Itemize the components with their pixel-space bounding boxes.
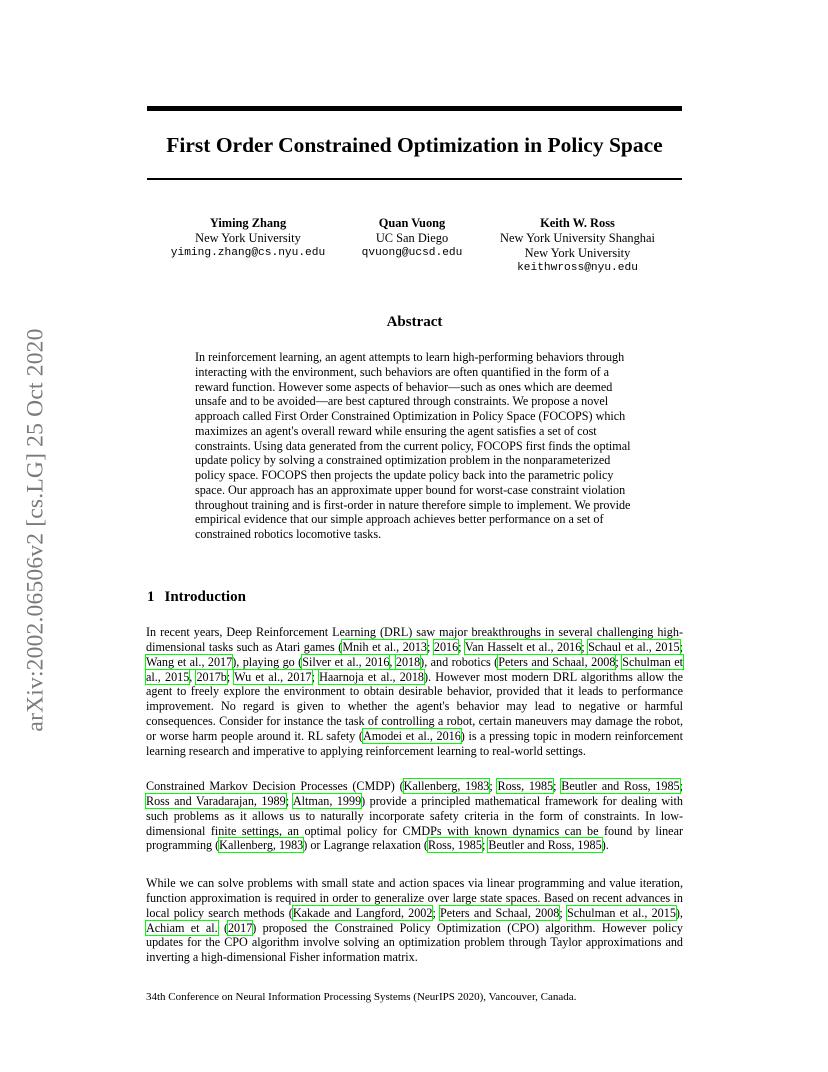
citation-link[interactable]: Beutler and Ross, 1985 (561, 779, 680, 793)
author-name: Quan Vuong (378, 216, 446, 230)
citation-link[interactable]: Schaul et al., 2015 (588, 639, 680, 654)
citation-link[interactable]: 2016 (433, 639, 459, 654)
paragraph-text: ; (679, 779, 683, 793)
citation-link[interactable]: Wang et al., 2017 (146, 654, 233, 669)
citation-link[interactable]: Peters and Schaal, 2008 (498, 654, 616, 669)
citation-link[interactable]: Altman, 1999 (292, 793, 362, 808)
citation-link[interactable]: Beutler and Ross, 1985 (488, 838, 602, 853)
section-heading-introduction (147, 589, 246, 606)
paragraph-text: ; (553, 779, 562, 793)
paragraph-text: While we can solve problems with small state and action spaces via linear programming and value iteration, function approximation is required in order to generalize over large state spaces. Based on recent advances in local policy search methods ( (146, 876, 683, 920)
citation-link[interactable]: Schulman et al., 2015 (566, 905, 676, 920)
abstract-heading: Abstract (386, 314, 443, 330)
citation-link[interactable]: Amodei et al., 2016 (362, 728, 461, 743)
paragraph-text: Constrained Markov Decision Processes (CMDP) ( (146, 779, 404, 793)
author-email: qvuong@ucsd.edu (361, 247, 463, 259)
citation-link[interactable]: Mnih et al., 2013 (342, 639, 427, 654)
paragraph-text: ; (311, 669, 320, 684)
author-block-2 (352, 216, 472, 261)
citation-link[interactable]: Kallenberg, 1983 (403, 779, 490, 793)
citation-link[interactable]: 2017b (196, 669, 227, 684)
intro-paragraph-3 (146, 876, 683, 965)
citation-link[interactable]: Ross, 1985 (427, 838, 482, 853)
paragraph-text: ; (226, 669, 235, 684)
intro-paragraph-1 (146, 625, 683, 759)
arxiv-identifier-stamp: arXiv:2002.06506v2 [cs.LG] 25 Oct 2020 (22, 328, 49, 732)
author-name: Keith W. Ross (540, 216, 615, 230)
citation-link[interactable]: Peters and Schaal, 2008 (439, 905, 560, 920)
citation-link[interactable]: Ross, 1985 (497, 779, 554, 793)
author-block-1 (168, 216, 328, 261)
paragraph-text: ; (481, 838, 489, 853)
intro-paragraph-2 (146, 779, 683, 853)
paragraph-text: ; (679, 639, 683, 654)
paragraph-text: ). (601, 838, 609, 853)
citation-link[interactable]: Achiam et al. (146, 920, 218, 935)
paragraph-text: ( (217, 920, 228, 935)
title-bottom-rule (147, 178, 682, 180)
abstract-text: In reinforcement learning, an agent attempts to learn high-performing behaviors through interacting with the environment, such behaviors are often quantified in the form of a reward function. However some aspects of behavior—such as ones which are deemed unsafe and to be avoided—are best captured through constraints. We propose a novel approach called First Order Constrained Optimization in Policy Space (FOCOPS) which maximizes an agent's overall reward while ensuring the agent satisfies a set of cost constraints. Using data generated from the current policy, FOCOPS first finds the optimal update policy by solving a constrained optimization problem in the nonparameterized policy space. FOCOPS then projects the update policy back into the parametric policy space. Our approach has an approximate upper bound for worst-case constraint violation throughout training and is first-order in nature therefore simple to implement. We provide empirical evidence that our simple approach achieves better performance on a set of constrained robotics locomotive tasks. (195, 350, 631, 541)
author-email: yiming.zhang@cs.nyu.edu (170, 247, 326, 259)
paragraph-text: ). However most modern DRL algorithms allow the agent to freely explore the environment to obtain desirable behavior, provided that it leads to performance improvement. No regard is given to whether the agent's behavior may lead to negative or harmful consequences. Consider for instance the task of controlling a robot, certain maneuvers may damage the robot, or worse harm people around it. RL safety ( (146, 669, 683, 743)
paragraph-text: ), and robotics ( (420, 654, 499, 669)
author-name: Yiming Zhang (209, 216, 287, 230)
author-affiliation: UC San Diego (375, 231, 449, 245)
paragraph-text: ; (559, 905, 567, 920)
paragraph-text: ) is a pressing topic in modern reinforcement learning research and imperative to applying reinforcement learning to real-world settings. (146, 728, 683, 758)
citation-link[interactable]: Haarnoja et al., 2018 (319, 669, 424, 684)
paragraph-text: ) provide a principled mathematical framework for dealing with such problems as it allows us to naturally incorporate safety criteria in the form of constraints. In low-dimensional finite settings, an optimal policy for CMDPs with known dynamics can be found by linear programming ( (146, 793, 683, 853)
citation-link[interactable]: Silver et al., 2016 (302, 654, 390, 669)
paragraph-text: ; (581, 639, 589, 654)
author-affiliation-secondary: New York University (524, 246, 631, 260)
paragraph-text: ) proposed the Constrained Policy Optimization (CPO) algorithm. However policy updates for the CPO algorithm involve solving an optimization problem through Taylor approximations and inverting a high-dimensional Fisher information matrix. (146, 920, 684, 965)
author-affiliation: New York University Shanghai (500, 231, 655, 245)
author-block-3 (490, 216, 665, 276)
paragraph-text: ; (432, 905, 440, 920)
paragraph-text: ) or Lagrange relaxation ( (303, 838, 428, 853)
paragraph-text: In recent years, Deep Reinforcement Learning (DRL) saw major breakthroughs in several challenging high-dimensional tasks such as Atari games ( (146, 625, 683, 654)
citation-link[interactable]: Kallenberg, 1983 (219, 838, 304, 853)
paragraph-text: , (389, 654, 396, 669)
citation-link[interactable]: Van Hasselt et al., 2016 (464, 639, 582, 654)
paragraph-text: , (189, 669, 197, 684)
title-top-rule (147, 106, 682, 111)
citation-link[interactable]: Kakade and Langford, 2002 (292, 905, 433, 920)
section-title: Introduction (164, 589, 246, 605)
paragraph-text: ), (675, 905, 683, 920)
author-affiliation: New York University (195, 231, 301, 245)
citation-link[interactable]: 2018 (395, 654, 421, 669)
citation-link[interactable]: Wu et al., 2017 (234, 669, 312, 684)
paper-title: First Order Constrained Optimization in Policy Space (166, 133, 663, 157)
paragraph-text: ; (458, 639, 465, 654)
citation-link[interactable]: Ross and Varadarajan, 1989 (146, 793, 286, 808)
paragraph-text: ; (615, 654, 623, 669)
conference-footnote: 34th Conference on Neural Information Processing Systems (NeurIPS 2020), Vancouver, Canada. (146, 991, 577, 1003)
section-number: 1 (147, 589, 155, 605)
citation-link[interactable]: 2017 (227, 920, 253, 935)
author-email: keithwross@nyu.edu (517, 262, 638, 274)
paragraph-text: ), playing go ( (232, 654, 303, 669)
paragraph-text: ; (285, 793, 293, 808)
paragraph-text: ; (427, 639, 434, 654)
paragraph-text: ; (489, 779, 498, 793)
citation-link[interactable]: Schulman et al., 2015 (146, 654, 683, 684)
